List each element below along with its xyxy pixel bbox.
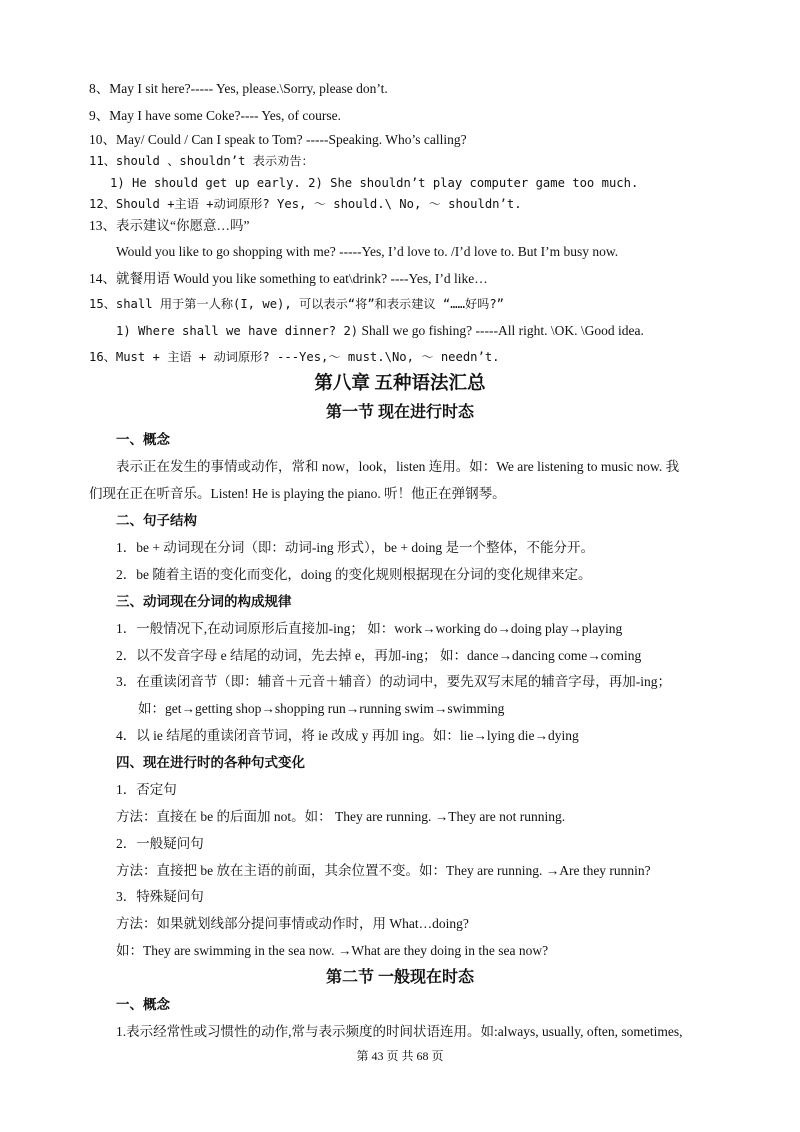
item-14: 14、就餐用语 Would you like something to eat\drink? ----Yes, I’d like… [89,271,488,286]
item-12: 12、Should +主语 +动词原形? Yes, ～ should.\ No, ～ shouldn’t. [89,197,522,211]
item-11: 11、should 、shouldn’t 表示劝告： [89,154,314,168]
section-1-heading-concept: 一、概念 [116,432,170,447]
item-15-example-1: 1) Where shall we have dinner? 2) [116,324,359,338]
ing-rule-3-examples: 如：get→getting shop→shopping run→running swim→swimming [138,701,505,716]
section-1-heading-rules: 三、动词现在分词的构成规律 [116,594,292,609]
section-2-heading-concept: 一、概念 [116,997,170,1012]
section-1-title: 第一节 现在进行时态 [325,404,474,421]
special-question-label: 3．特殊疑问句 [116,889,204,904]
section-1-heading-structure: 二、句子结构 [116,513,197,528]
section-1-heading-forms: 四、现在进行时的各种句式变化 [116,755,305,770]
ing-rule-1: 1．一般情况下,在动词原形后直接加-ing； 如：work→working do→doing play→playing [116,621,623,636]
ing-rule-2: 2．以不发音字母 e 结尾的动词，先去掉 e，再加-ing； 如：dance→dancing come→coming [116,648,642,663]
special-question-example: 如：They are swimming in the sea now. →What are they doing in the sea now? [116,943,549,958]
item-9: 9、May I have some Coke?---- Yes, of course. [89,108,341,123]
question-method: 方法：直接把 be 放在主语的前面，其余位置不变。如：They are running. →Are they runnin? [116,863,651,878]
negative-method: 方法：直接在 be 的后面加 not。如： They are running. →They are not running. [116,809,566,824]
item-10: 10、May/ Could / Can I speak to Tom? -----Speaking. Who’s calling? [89,132,467,147]
negative-label: 1．否定句 [116,782,177,797]
section-1-concept-line-2: 们现在正在听音乐。Listen! He is playing the piano. 听！他正在弹钢琴。 [89,486,506,501]
item-16: 16、Must + 主语 + 动词原形? ---Yes,～ must.\No, ～ needn’t. [89,350,500,364]
item-15-examples [116,322,644,340]
item-15: 15、shall 用于第一人称(I, we), 可以表示“将”和表示建议 “……好吗?” [89,297,504,311]
ing-rule-3: 3．在重读闭音节（即：辅音＋元音＋辅音）的动词中，要先双写末尾的辅音字母，再加-ing； [116,674,671,689]
item-13-example: Would you like to go shopping with me? -----Yes, I’d love to. /I’d love to. But I’m busy now. [116,244,619,259]
page-footer: 第 43 页 共 68 页 [356,1049,444,1063]
special-question-method: 方法：如果就划线部分提问事情或动作时，用 What…doing? [116,916,469,931]
section-1-concept-line-1: 表示正在发生的事情或动作，常和 now，look，listen 连用。如：We are listening to music now. 我 [116,459,680,474]
structure-rule-1: 1．be + 动词现在分词（即：动词-ing 形式），be + doing 是一个整体，不能分开。 [116,540,594,555]
item-13: 13、表示建议“你愿意…吗” [89,218,250,233]
structure-rule-2: 2．be 随着主语的变化而变化，doing 的变化规则根据现在分词的变化规律来定。 [116,567,592,582]
item-11-examples: 1) He should get up early. 2) She shouldn’t play computer game too much. [110,176,639,190]
question-label: 2．一般疑问句 [116,836,204,851]
section-2-title: 第二节 一般现在时态 [325,969,474,986]
section-2-concept-line-1: 1.表示经常性或习惯性的动作,常与表示频度的时间状语连用。如:always, usually, often, sometimes, [116,1024,683,1039]
ing-rule-4: 4．以 ie 结尾的重读闭音节词，将 ie 改成 y 再加 ing。如：lie→lying die→dying [116,728,579,743]
item-15-example-2: Shall we go fishing? -----All right. \OK. \Good idea. [361,323,644,338]
item-8: 8、May I sit here?----- Yes, please.\Sorry, please don’t. [89,81,388,96]
chapter-title: 第八章 五种语法汇总 [314,374,486,394]
